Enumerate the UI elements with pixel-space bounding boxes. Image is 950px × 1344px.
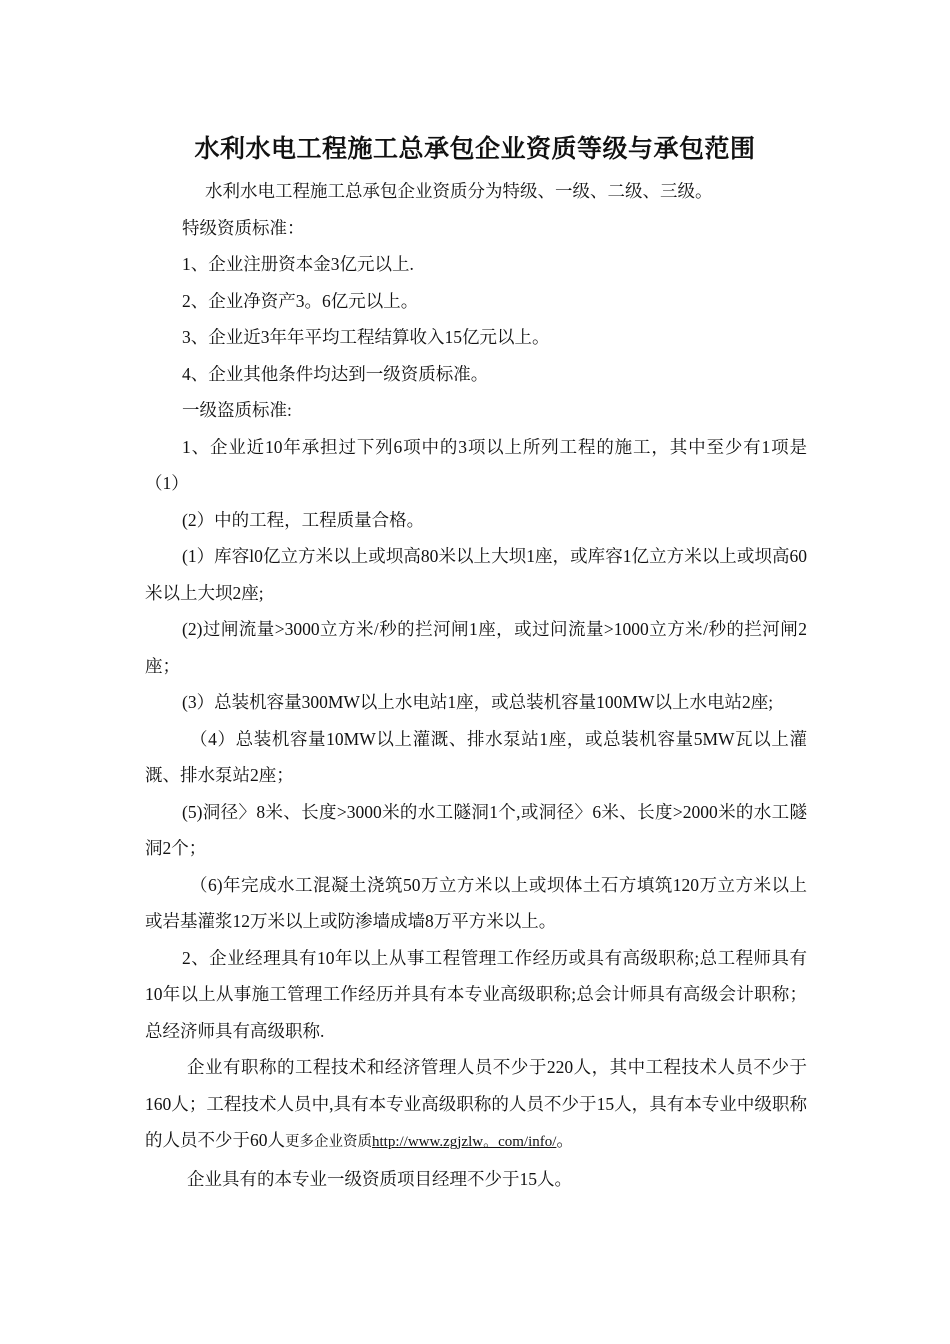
document-title: 水利水电工程施工总承包企业资质等级与承包范围 xyxy=(194,136,756,163)
special-heading: 特级资质标准： xyxy=(182,217,305,238)
special-item: 1、企业注册资本金3亿元以上. xyxy=(182,254,414,274)
special-item: 2、企业净资产3。6亿元以上。 xyxy=(182,290,419,311)
level1-item-2: 2、企业经理具有10年以上从事工程管理工作经历或具有高级职称;总工程师具有10年以上从事施工管理工作经历并具有本专业高级职称;总会计师具有高级会计职称；总经济师具有高级职称. xyxy=(145,947,807,1041)
staff-paragraph xyxy=(145,1049,807,1161)
more-info-link[interactable]: http://www.zgjzlw。com/info/ xyxy=(372,1134,557,1150)
document-body xyxy=(145,173,807,1197)
project-item: (1）库容l0亿立方米以上或坝高80米以上大坝1座，或库容1亿立方米以上或坝高60米以上大坝2座; xyxy=(145,546,807,603)
project-manager-paragraph: 企业具有的本专业一级资质项目经理不少于15人。 xyxy=(187,1168,572,1189)
special-item: 4、企业其他条件均达到一级资质标准。 xyxy=(182,363,489,384)
more-info-suffix: 。 xyxy=(556,1130,574,1150)
project-item: (2)过闸流量>3000立方米/秒的拦河闸1座，或过问流量>1000立方米/秒的拦河闸2座； xyxy=(145,619,807,676)
level1-item-1-continuation: (2）中的工程，工程质量合格。 xyxy=(182,509,425,530)
staff-text: 企业有职称的工程技术和经济管理人员不少于220人，其中工程技术人员不少于160人；工程技术人员中,具有本专业高级职称的人员不少于15人，具有本专业中级职称的人员不少于60人 xyxy=(145,1057,807,1150)
intro-paragraph: 水利水电工程施工总承包企业资质分为特级、一级、二级、三级。 xyxy=(205,181,713,201)
project-item: (5)洞径〉8米、长度>3000米的水工隧洞1个,或洞径〉6米、长度>2000米的水工隧洞2个； xyxy=(145,801,807,858)
project-item: （6)年完成水工混凝土浇筑50万立方米以上或坝体土石方填筑120万立方米以上或岩基灌浆12万米以上或防渗墙成墙8万平方米以上。 xyxy=(145,874,807,931)
project-item: （4）总装机容量10MW以上灌溉、排水泵站1座，或总装机容量5MW瓦以上灌溉、排水泵站2座； xyxy=(145,728,807,785)
special-item: 3、企业近3年年平均工程结算收入15亿元以上。 xyxy=(182,327,550,347)
level1-heading: 一级盗质标准: xyxy=(182,400,292,420)
project-item: (3）总装机容量300MW以上水电站1座，或总装机容量100MW以上水电站2座; xyxy=(182,692,774,712)
more-info-label: 更多企业资质 xyxy=(285,1134,372,1150)
level1-item-1: 1、企业近10年承担过下列6项中的3项以上所列工程的施工，其中至少有1项是（1） xyxy=(145,436,807,493)
